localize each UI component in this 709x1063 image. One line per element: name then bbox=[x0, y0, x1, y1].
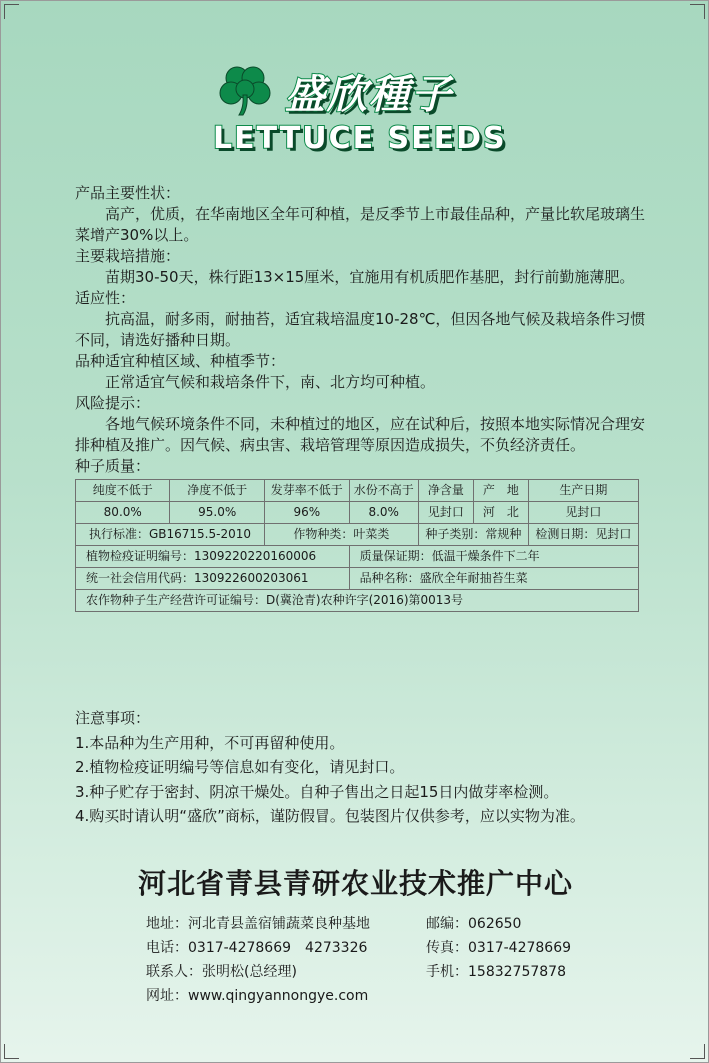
license-cell: 农作物种子生产经营许可证编号：D(冀沧青)农种许字(2016)第0013号 bbox=[76, 590, 639, 612]
table-row bbox=[76, 524, 639, 546]
table-row bbox=[76, 590, 639, 612]
warranty-cell: 质量保证期：低温干燥条件下二年 bbox=[349, 546, 638, 568]
crop-type-cell: 作物种类：叶菜类 bbox=[264, 524, 418, 546]
crop-mark bbox=[690, 4, 705, 19]
organization-name: 河北省青县青研农业技术推广中心 bbox=[137, 867, 573, 900]
credit-code-cell: 统一社会信用代码：130922600203061 bbox=[76, 568, 350, 590]
table-cell: 见封口 bbox=[418, 502, 473, 524]
address: 地址：河北青县盖宿铺蔬菜良种基地 bbox=[146, 916, 370, 932]
fax: 传真：0317-4278669 bbox=[426, 940, 572, 956]
note-item: 2.植物检疫证明编号等信息如有变化，请见封口。 bbox=[75, 758, 405, 776]
phone: 电话：0317-4278669 4273326 bbox=[146, 940, 368, 956]
brand-name-cn: 盛欣種子 bbox=[285, 72, 453, 118]
seed-quality-table bbox=[75, 479, 639, 612]
contact-person: 联系人：张明松(总经理) bbox=[146, 964, 297, 980]
test-date-cell: 检测日期：见封口 bbox=[528, 524, 638, 546]
section-body: 各地气候环境条件不同，未种植过的地区，应在试种后，按照本地实际情况合理安排种植及推广。因气候、病虫害、栽培管理等原因造成损失，不负经济责任。 bbox=[75, 415, 646, 454]
note-item: 3.种子贮存于密封、阴凉干燥处。自种子售出之日起15日内做芽率检测。 bbox=[75, 782, 559, 801]
website-link[interactable]: 网址：www.qingyannongye.com bbox=[146, 988, 369, 1004]
variety-cell: 品种名称：盛欣全年耐抽苔生菜 bbox=[349, 568, 638, 590]
table-cell: 80.0% bbox=[76, 502, 170, 524]
table-row bbox=[76, 546, 639, 568]
clover-logo-icon bbox=[217, 61, 273, 117]
standard-cell: 执行标准：GB16715.5-2010 bbox=[76, 524, 265, 546]
quarantine-cell: 植物检疫证明编号：130922022016000​6 bbox=[76, 546, 350, 568]
table-row bbox=[76, 568, 639, 590]
table-header-cell: 净度不低于 bbox=[170, 480, 264, 502]
seed-category-cell: 种子类别：常规种 bbox=[418, 524, 528, 546]
contact-info bbox=[146, 912, 666, 1008]
table-header-cell: 净含量 bbox=[418, 480, 473, 502]
section-heading: 适应性： bbox=[75, 289, 136, 307]
table-header-cell: 纯度不低于 bbox=[76, 480, 170, 502]
crop-mark bbox=[690, 1044, 705, 1059]
table-cell: 95.0% bbox=[170, 502, 264, 524]
table-cell: 96% bbox=[264, 502, 349, 524]
crop-mark bbox=[4, 1044, 19, 1059]
product-info bbox=[75, 183, 647, 612]
table-row bbox=[76, 502, 639, 524]
table-cell: 8.0% bbox=[349, 502, 418, 524]
section-heading: 风险提示： bbox=[75, 394, 151, 412]
table-header-cell: 生产日期 bbox=[528, 480, 638, 502]
section-body: 抗高温，耐多雨，耐抽苔，适宜栽培温度10-28℃，但因各地气候及栽培条件习惯不同，请选好播种日期。 bbox=[75, 310, 646, 349]
section-heading: 品种适宜种植区域、种植季节： bbox=[75, 352, 286, 370]
table-header-cell: 水份不高于 bbox=[349, 480, 418, 502]
quality-title: 种子质量： bbox=[75, 457, 151, 475]
table-header-cell: 产 地 bbox=[473, 480, 528, 502]
postcode: 邮编：062650 bbox=[426, 916, 522, 932]
section-body: 高产，优质，在华南地区全年可种植，是反季节上市最佳品种，产量比软尾玻璃生菜增产30%以上。 bbox=[75, 205, 646, 244]
note-item: 1.本品种为生产用种，不可再留种使用。 bbox=[75, 733, 345, 752]
section-heading: 产品主要性状： bbox=[75, 184, 181, 202]
table-cell: 见封口 bbox=[528, 502, 638, 524]
table-row bbox=[76, 480, 639, 502]
section-body: 正常适宜气候和栽培条件下，南、北方均可种植。 bbox=[105, 373, 436, 391]
table-cell: 河 北 bbox=[473, 502, 528, 524]
brand-name-en: LETTUCE SEEDS bbox=[213, 121, 507, 156]
section-body: 苗期30-50天，株行距13×15厘米，宜施用有机质肥作基肥，封行前勤施薄肥。 bbox=[105, 268, 635, 286]
note-item: 4.购买时请认明“盛欣”商标，谨防假冒。包装图片仅供参考，应以实物为准。 bbox=[75, 807, 585, 825]
notes-title: 注意事项： bbox=[75, 709, 151, 727]
mobile: 手机：15832757878 bbox=[426, 964, 566, 980]
section-heading: 主要栽培措施： bbox=[75, 247, 181, 265]
table-header-cell: 发芽率不低于 bbox=[264, 480, 349, 502]
crop-mark bbox=[4, 4, 19, 19]
notes-section bbox=[75, 706, 655, 829]
